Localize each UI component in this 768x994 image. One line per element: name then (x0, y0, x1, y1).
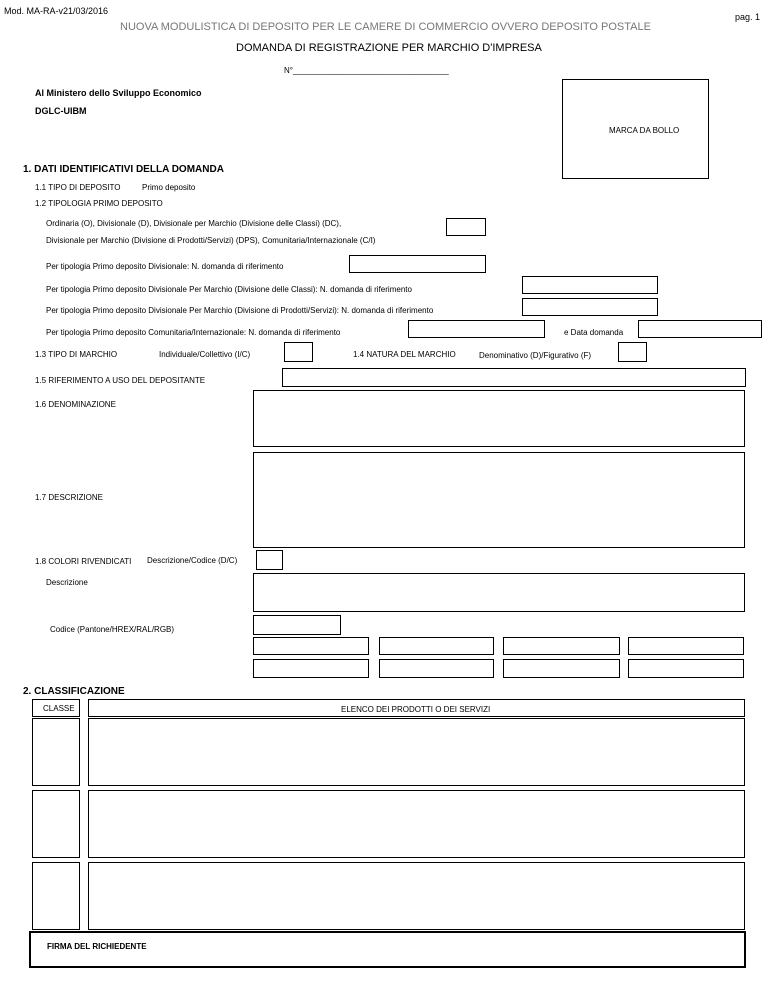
elenco-cell[interactable] (88, 718, 745, 786)
page-number: pag. 1 (734, 12, 760, 22)
colori-type-field[interactable] (256, 550, 283, 570)
elenco-cell[interactable] (88, 790, 745, 858)
riferimento-field[interactable] (282, 368, 746, 387)
color-code-cell[interactable] (628, 659, 744, 678)
application-number: N°___________________________________ (284, 66, 449, 75)
riferimento-label: 1.5 RIFERIMENTO A USO DEL DEPOSITANTE (35, 376, 206, 385)
natura-options: Denominativo (D)/Figurativo (F) (479, 351, 592, 360)
color-code-cell[interactable] (503, 659, 620, 678)
stamp-box (562, 79, 709, 179)
tipologia-field[interactable] (446, 218, 486, 236)
colori-options: Descrizione/Codice (D/C) (147, 556, 238, 565)
classe-header (32, 699, 80, 717)
ref-dc-field[interactable] (522, 276, 658, 294)
ref-ci-field[interactable] (408, 320, 545, 338)
section1-title: 1. DATI IDENTIFICATIVI DELLA DOMANDA (23, 164, 224, 175)
stamp-label: MARCA DA BOLLO (609, 126, 680, 135)
elenco-header (88, 699, 745, 717)
descrizione-field[interactable] (253, 452, 745, 548)
color-code-cell[interactable] (379, 637, 494, 655)
form-subtitle: NUOVA MODULISTICA DI DEPOSITO PER LE CAMERE DI COMMERCIO OVVERO DEPOSITO POSTALE (120, 21, 651, 33)
tipologia-label: 1.2 TIPOLOGIA PRIMO DEPOSITO (35, 199, 163, 208)
form-title: DOMANDA DI REGISTRAZIONE PER MARCHIO D'IMPRESA (236, 42, 542, 54)
classe-cell[interactable] (32, 718, 80, 786)
signature-label: FIRMA DEL RICHIEDENTE (47, 942, 147, 951)
tipo-marchio-options: Individuale/Collettivo (I/C) (159, 350, 251, 359)
ref-divisionale-label: Per tipologia Primo deposito Divisionale: N. domanda di riferimento (46, 262, 284, 271)
color-code-cell[interactable] (253, 659, 369, 678)
tipo-marchio-field[interactable] (284, 342, 313, 362)
tipologia-line2: Divisionale per Marchio (Divisione di Prodotti/Servizi) (DPS), Comunitaria/Internazionale (C/I) (46, 236, 376, 245)
elenco-cell[interactable] (88, 862, 745, 930)
descrizione-label: 1.7 DESCRIZIONE (35, 493, 104, 502)
color-code-cell[interactable] (253, 637, 369, 655)
colori-label: 1.8 COLORI RIVENDICATI (35, 557, 132, 566)
denominazione-label: 1.6 DENOMINAZIONE (35, 400, 116, 409)
section2-title: 2. CLASSIFICAZIONE (23, 686, 125, 697)
model-code: Mod. MA-RA-v21/03/2016 (4, 6, 109, 16)
colori-codice-field[interactable] (253, 615, 341, 635)
natura-field[interactable] (618, 342, 647, 362)
ref-dc-label: Per tipologia Primo deposito Divisionale Per Marchio (Divisione delle Classi): N. domanda di riferimento (46, 285, 412, 294)
tipologia-line1: Ordinaria (O), Divisionale (D), Divisionale per Marchio (Divisione delle Classi) (DC), (46, 219, 342, 228)
recipient-office: DGLC-UIBM (35, 106, 87, 116)
ref-dps-field[interactable] (522, 298, 658, 316)
classe-cell[interactable] (32, 862, 80, 930)
classe-header-label: CLASSE (43, 704, 75, 713)
classe-cell[interactable] (32, 790, 80, 858)
denominazione-field[interactable] (253, 390, 745, 447)
ref-dps-label: Per tipologia Primo deposito Divisionale Per Marchio (Divisione di Prodotti/Servizi): N. domanda di riferimento (46, 306, 434, 315)
data-domanda-field[interactable] (638, 320, 762, 338)
natura-label: 1.4 NATURA DEL MARCHIO (353, 350, 456, 359)
color-code-cell[interactable] (503, 637, 620, 655)
colori-descrizione-field[interactable] (253, 573, 745, 612)
colori-descrizione-label: Descrizione (46, 578, 88, 587)
colori-codice-label: Codice (Pantone/HREX/RAL/RGB) (50, 625, 175, 634)
tipo-marchio-label: 1.3 TIPO DI MARCHIO (35, 350, 118, 359)
data-domanda-label: e Data domanda (564, 328, 624, 337)
recipient-ministry: Al Ministero dello Sviluppo Economico (35, 88, 202, 98)
color-code-cell[interactable] (628, 637, 744, 655)
tipo-deposito-value: Primo deposito (142, 183, 196, 192)
ref-divisionale-field[interactable] (349, 255, 486, 273)
tipo-deposito-label: 1.1 TIPO DI DEPOSITO (35, 183, 121, 192)
signature-box[interactable] (29, 931, 746, 968)
ref-ci-label: Per tipologia Primo deposito Comunitaria/Internazionale: N. domanda di riferimento (46, 328, 341, 337)
color-code-cell[interactable] (379, 659, 494, 678)
elenco-header-label: ELENCO DEI PRODOTTI O DEI SERVIZI (341, 705, 491, 714)
